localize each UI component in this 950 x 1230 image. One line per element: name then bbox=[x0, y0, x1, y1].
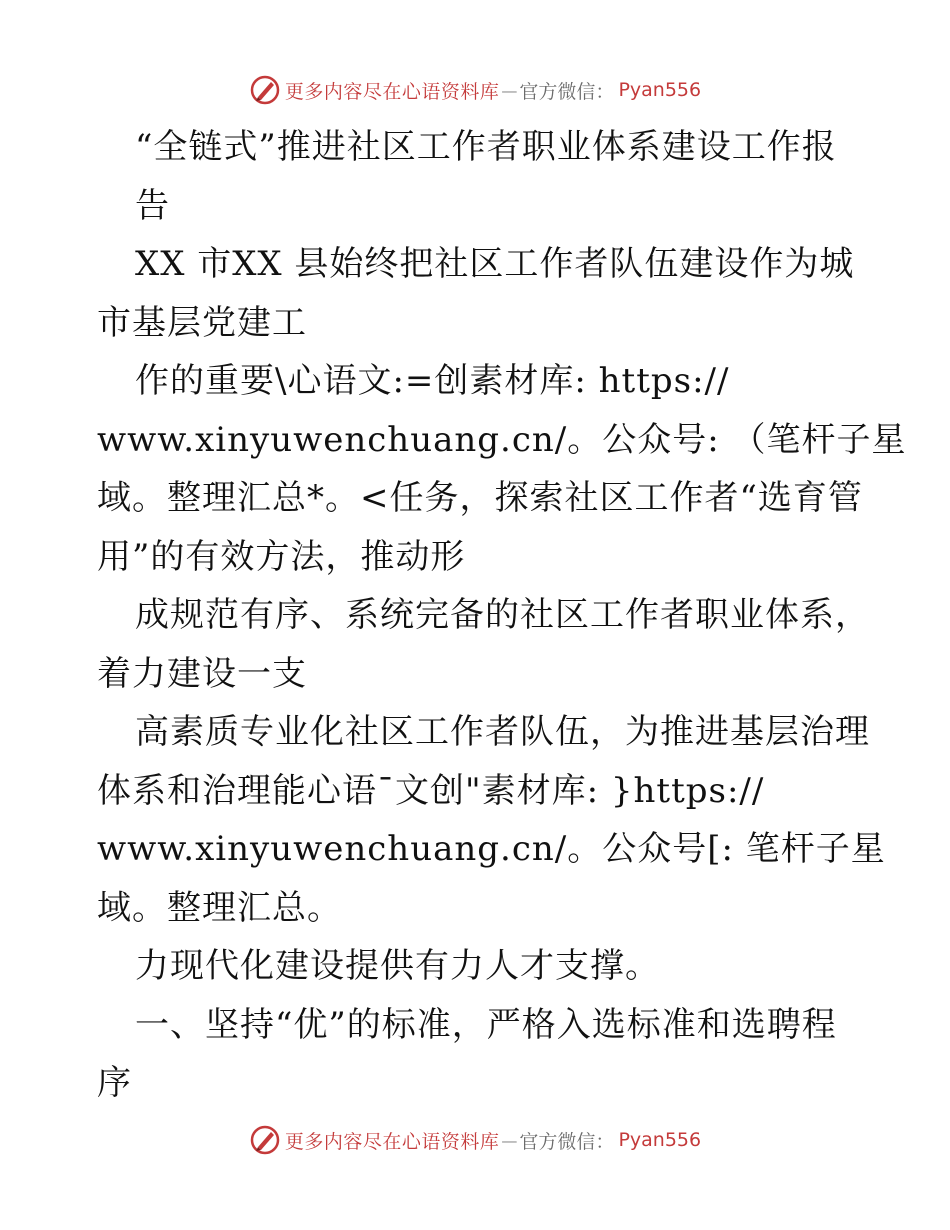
paragraph-line: www.xinyuwenchuang.cn/。公众号: （笔杆子星 bbox=[97, 419, 907, 460]
paragraph-line: 成规范有序、系统完备的社区工作者职业体系， bbox=[135, 595, 870, 635]
paragraph-line: www.xinyuwenchuang.cn/。公众号[: 笔杆子星 bbox=[97, 829, 886, 869]
header-watermark bbox=[0, 70, 950, 110]
watermark-slogan: 更多内容尽在心语资料库 bbox=[284, 80, 500, 103]
watermark-wechat-label: 官方微信： bbox=[519, 1130, 615, 1153]
title-line: 告 bbox=[135, 185, 170, 226]
paragraph-line: 用”的有效方法，推动形 bbox=[97, 536, 466, 577]
paragraph-line: 域。整理汇总*。<任务，探索社区工作者“选育管 bbox=[97, 478, 863, 518]
watermark-wechat-label: 官方微信： bbox=[519, 80, 615, 103]
paragraph-line: 市基层党建工 bbox=[97, 302, 307, 343]
paragraph-line: 着力建设一支 bbox=[97, 653, 307, 694]
title-line: “全链式”推进社区工作者职业体系建设工作报 bbox=[135, 127, 837, 167]
paragraph-line: 作的重要\心语文:=创素材库: https:// bbox=[135, 361, 730, 401]
watermark-separator: — bbox=[501, 80, 518, 100]
quill-pen-logo-icon bbox=[249, 1124, 281, 1156]
paragraph-line: 高素质专业化社区工作者队伍，为推进基层治理 bbox=[135, 712, 870, 752]
document-body bbox=[97, 118, 907, 1113]
paragraph-line: XX 市XX 县始终把社区工作者队伍建设作为城 bbox=[135, 244, 855, 284]
footer-watermark bbox=[0, 1120, 950, 1160]
paragraph-line: 力现代化建设提供有力人才支撑。 bbox=[135, 946, 660, 986]
quill-pen-logo-icon bbox=[249, 74, 281, 106]
paragraph-line: 域。整理汇总。 bbox=[97, 887, 342, 928]
paragraph-line: 体系和治理能心语¯文创"素材库: }https:// bbox=[97, 770, 765, 811]
watermark-wechat-id: Pyan556 bbox=[618, 79, 702, 101]
watermark-wechat-id: Pyan556 bbox=[618, 1129, 702, 1151]
section-heading-line: 序 bbox=[97, 1063, 132, 1103]
watermark-slogan: 更多内容尽在心语资料库 bbox=[284, 1130, 500, 1153]
watermark-separator: — bbox=[501, 1130, 518, 1150]
section-heading-line: 一、坚持“优”的标准，严格入选标准和选聘程 bbox=[135, 1004, 837, 1045]
